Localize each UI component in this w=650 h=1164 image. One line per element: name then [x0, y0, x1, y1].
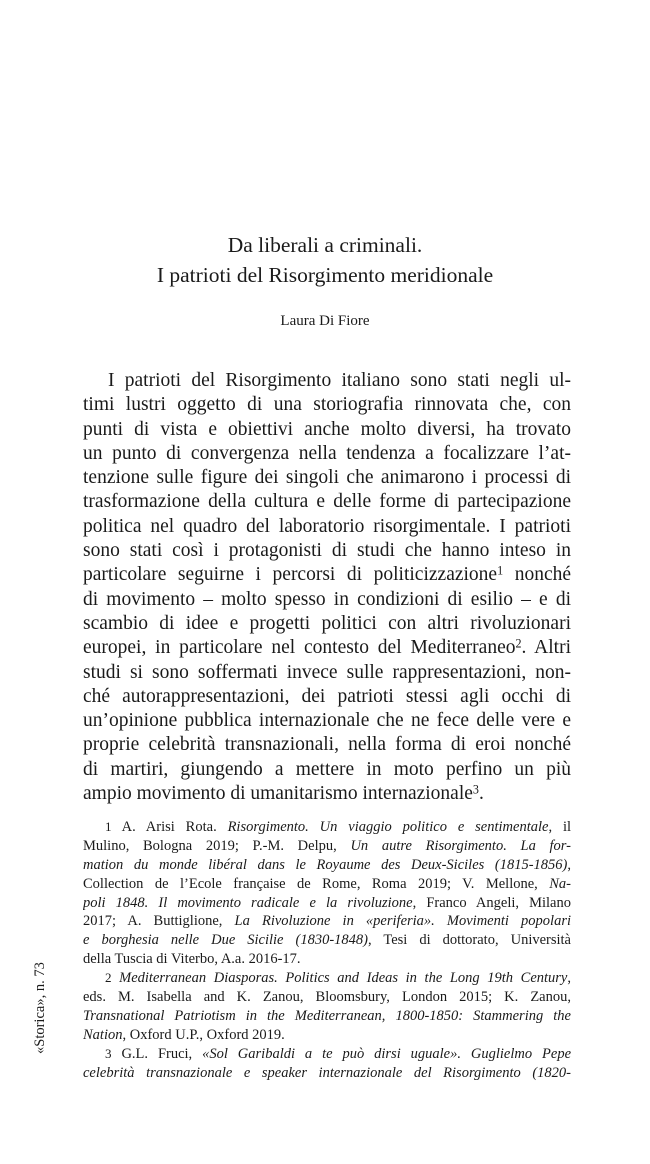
body-text-segment: europei, in particolare nel contesto del Mediterraneo: [83, 637, 516, 659]
body-line: scambio di idee e progetti politici con altri rivoluzionari: [83, 612, 571, 634]
footnote-line: Transnational Patriotism in the Mediterranean, 1800-1850: Stammering the: [83, 1007, 571, 1024]
body-text-segment: nonché: [514, 564, 571, 586]
footnote-line: [83, 856, 571, 875]
footnote-line: [83, 894, 571, 913]
footnote-number: 1: [105, 819, 112, 834]
footnote-text: ,: [567, 856, 571, 873]
footnote-text-italic: «Sol Garibaldi a te può dirsi uguale». Guglielmo Pepe: [202, 1045, 571, 1062]
body-line: [83, 782, 571, 806]
footnote-text: , Oxford U.P., Oxford 2019.: [122, 1026, 285, 1043]
footnote-number: 3: [105, 1045, 112, 1061]
footnote-2: [83, 969, 571, 988]
body-line: proprie celebrità transnazionali, nella forma di eroi nonché: [83, 734, 571, 756]
footnote-number: 2: [105, 970, 112, 986]
footnote-text: Mulino, Bologna 2019; P.-M. Delpu,: [83, 837, 351, 854]
body-line: trasformazione della cultura e delle forme di partecipazione: [83, 491, 571, 513]
footnote-text-italic: poli 1848. Il movimento radicale e la rivoluzione: [83, 894, 413, 911]
footnote-text: Collection de l’Ecole française de Rome, Roma 2019; V. Mellone,: [83, 875, 550, 892]
body-line: studi si sono soffermati invece sulle rappresentazioni, non-: [83, 661, 571, 683]
footnote-text: 2017; A. Buttiglione,: [83, 913, 235, 930]
body-text-segment: ampio movimento di umanitarismo internazionale: [83, 783, 473, 805]
body-line: tenzione sulle figure dei singoli che animarono i processi di: [83, 467, 571, 489]
footnote-line: celebrità transnazionale e speaker internazionale del Risorgimento (1820-: [83, 1064, 571, 1081]
body-line: [83, 636, 571, 660]
footnotes: [83, 818, 571, 1082]
body-text: [83, 369, 571, 806]
title-line-1: Da liberali a criminali.: [227, 233, 423, 257]
footnote-line: [83, 875, 571, 894]
footnote-1: [83, 818, 571, 837]
body-line: di martiri, giungendo a mettere in moto perfino un più: [83, 758, 571, 780]
body-line: un’opinione pubblica internazionale che ne fece delle vere e: [83, 710, 571, 732]
footnote-ref-1: 1: [497, 563, 504, 578]
body-text-segment: particolare seguirne i percorsi di politicizzazione: [83, 564, 498, 586]
footnote-text: ,: [567, 970, 571, 987]
body-text-segment: . Altri: [521, 637, 571, 659]
body-line: timi lustri oggetto di una storiografia rinnovata che, con: [83, 394, 571, 416]
footnote-line: [83, 1026, 571, 1045]
body-line: di movimento – molto spesso in condizioni di esilio – e di: [83, 588, 571, 610]
footnote-text-italic: Nation: [83, 1026, 123, 1043]
footnote-line: [83, 837, 571, 856]
footnote-text: G.L. Fruci,: [121, 1045, 203, 1062]
body-text-segment: .: [478, 783, 484, 805]
footnote-text: , il: [548, 819, 571, 835]
footnote-text-italic: e borghesia nelle Due Sicilie (1830-1848): [83, 932, 368, 949]
footnote-ref-2: 2: [515, 636, 522, 651]
title-line-2: I patrioti del Risorgimento meridionale: [156, 263, 494, 287]
footnote-ref-3: 3: [472, 782, 479, 797]
footnote-line: della Tuscia di Viterbo, A.a. 2016-17.: [83, 951, 301, 968]
journal-running-head: «Storica», n. 73: [32, 962, 48, 1054]
footnote-text: A. Arisi Rota.: [121, 819, 228, 835]
author-name: Laura Di Fiore: [280, 313, 370, 329]
footnote-text-italic: Risorgimento. Un viaggio politico e sentimentale: [227, 819, 549, 835]
footnote-text-italic: La Rivoluzione in «periferia». Movimenti popolari: [234, 913, 571, 930]
body-line: punti di vista e obiettivi anche molto diversi, ha trovato: [83, 418, 571, 440]
footnote-text-italic: Un autre Risorgimento. La for-: [350, 837, 571, 854]
footnote-3: [83, 1045, 571, 1064]
body-line: ché autorappresentazioni, dei patrioti stessi agli occhi di: [83, 685, 571, 707]
footnote-text-italic: Na-: [549, 875, 571, 892]
body-line: I patrioti del Risorgimento italiano sono stati negli ul-: [108, 370, 571, 391]
body-line: un punto di convergenza nella tendenza a focalizzare l’at-: [83, 442, 571, 464]
footnote-text-italic: mation du monde libéral dans le Royaume des Deux-Siciles (1815-1856): [83, 856, 568, 873]
footnote-text-italic: Mediterranean Diasporas. Politics and Ideas in the Long 19th Century: [119, 970, 568, 987]
body-line: sono stati così i protagonisti di studi che hanno inteso in: [83, 540, 571, 562]
footnote-line: [83, 931, 571, 950]
body-line: politica nel quadro del laboratorio risorgimentale. I patrioti: [83, 515, 571, 537]
footnote-line: [83, 912, 571, 931]
article-title: [0, 230, 650, 290]
footnote-text: , Tesi di dottorato, Università: [368, 932, 571, 949]
footnote-line: eds. M. Isabella and K. Zanou, Bloomsbury, London 2015; K. Zanou,: [83, 989, 571, 1006]
body-line: [83, 563, 571, 587]
footnote-text: , Franco Angeli, Milano: [412, 894, 571, 911]
